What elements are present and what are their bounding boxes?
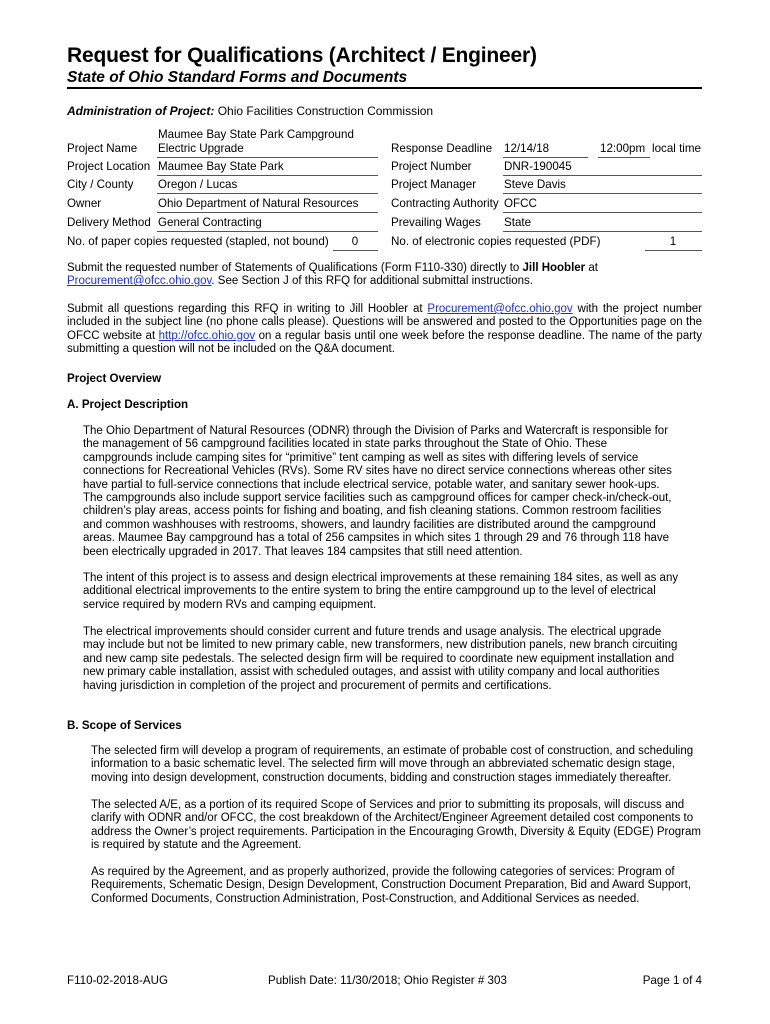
- owner-label: Owner: [67, 197, 102, 210]
- text-line: areas. Maumee Bay campground has a total of 256 campsites in which sites 1 through 29 and 76 through 118 have: [83, 532, 670, 545]
- questions-text-c: on a regular basis until one week before the response deadline. The name of the party submitting a question will not be included on the Q&A document.: [67, 329, 702, 356]
- text-line: The Ohio Department of Natural Resources (ODNR) through the Division of Parks and Watercraft is responsible for: [83, 425, 669, 437]
- project-number-label: Project Number: [391, 160, 472, 173]
- administration-line: [67, 104, 433, 118]
- footer-publish-date: Publish Date: 11/30/2018; Ohio Register # 303: [268, 974, 507, 987]
- administration-label: Administration of Project:: [67, 104, 215, 118]
- delivery-method-underline: [157, 231, 378, 232]
- project-manager-value[interactable]: Steve Davis: [504, 178, 566, 191]
- text-line: The campgrounds also include support service facilities such as campground offices for camper check-in/check-out,: [83, 492, 672, 505]
- project-name-value-line2[interactable]: Electric Upgrade: [158, 142, 244, 155]
- text-line: additional electrical improvements to the entire system to bring the entire campground up to the level of electrical: [83, 585, 656, 598]
- city-county-underline: [157, 193, 378, 194]
- section-a-paragraph-2: [83, 572, 708, 612]
- text-line: have partial to full-service connections that include electrical service, potable water, and sanitary sewer hook-ups.: [83, 478, 660, 491]
- questions-paragraph: [67, 303, 702, 357]
- submit-contact-name: Jill Hoobler: [522, 262, 586, 274]
- text-line: and new camp site pedestals. The selected design firm will be required to coordinate new equipment installation and: [83, 652, 675, 665]
- text-line: service required by modern RVs and camping equipment.: [83, 598, 377, 611]
- section-b-heading: B. Scope of Services: [67, 719, 182, 732]
- text-line: clarify with ODNR and/or OFCC, the cost breakdown of the Architect/Engineer Agreement detailed cost components to: [91, 812, 694, 825]
- project-name-value-line1[interactable]: Maumee Bay State Park Campground: [158, 128, 354, 141]
- administration-value: Ohio Facilities Construction Commission: [217, 104, 434, 118]
- electronic-copies-underline: [645, 250, 702, 251]
- footer-form-id: F110-02-2018-AUG: [67, 974, 168, 987]
- text-line: information to a basic schematic level. The selected firm will move through an abbreviated schematic design stage,: [91, 758, 676, 771]
- footer-page-number: Page 1 of 4: [642, 974, 702, 987]
- page-title: Request for Qualifications (Architect / Engineer): [67, 44, 537, 67]
- project-name-label: Project Name: [67, 142, 138, 155]
- project-overview-heading: Project Overview: [67, 372, 162, 385]
- project-number-value[interactable]: DNR-190045: [504, 160, 572, 173]
- submit-paragraph: [67, 262, 707, 289]
- owner-value[interactable]: Ohio Department of Natural Resources: [158, 197, 359, 210]
- section-a-paragraph-1: [83, 425, 708, 559]
- text-line: the management of 56 campground facilities located in state parks throughout the State of Ohio. These: [83, 438, 607, 451]
- text-line: The intent of this project is to assess and design electrical improvements at these remaining 184 sites, as well as any: [83, 572, 679, 584]
- project-name-underline: [157, 157, 378, 158]
- header-divider: [67, 87, 702, 89]
- project-number-underline: [503, 175, 702, 176]
- text-line: campgrounds include camping sites for “primitive” tent camping as well as sites with differing levels of service: [83, 451, 639, 464]
- owner-underline: [157, 212, 378, 213]
- electronic-copies-label: No. of electronic copies requested (PDF): [391, 235, 601, 248]
- delivery-method-label: Delivery Method: [67, 216, 151, 229]
- submit-text-a: Submit the requested number of Statements of Qualifications (Form F110-330) directly to: [67, 262, 523, 274]
- submit-email-link[interactable]: Procurement@ofcc.ohio.gov: [67, 275, 212, 288]
- text-line: address the Owner’s project requirements. Participation in the Encouraging Growth, Diversity & Equity (EDGE) Program: [91, 825, 701, 838]
- submit-text-c: . See Section J of this RFQ for additional submittal instructions.: [211, 275, 533, 288]
- paper-copies-label: No. of paper copies requested (stapled, not bound): [67, 235, 329, 248]
- text-line: children’s play areas, access points for fishing and boating, and fish cleaning stations. Common restroom facilities: [83, 505, 662, 518]
- prevailing-wages-label: Prevailing Wages: [391, 216, 481, 229]
- response-deadline-time[interactable]: 12:00pm: [600, 142, 646, 155]
- section-a-heading: A. Project Description: [67, 398, 189, 411]
- text-line: The selected firm will develop a program of requirements, an estimate of probable cost of construction, and scheduling: [91, 745, 694, 757]
- contracting-authority-label: Contracting Authority: [391, 197, 499, 210]
- response-deadline-time-underline: [598, 157, 650, 158]
- ofcc-website-link[interactable]: http://ofcc.ohio.gov: [158, 329, 256, 342]
- paper-copies-value[interactable]: 0: [351, 235, 359, 248]
- project-manager-underline: [503, 193, 702, 194]
- text-line: connections for Recreational Vehicles (RVs). Some RV sites have no direct service connections whereas other sites: [83, 465, 672, 478]
- contracting-authority-underline: [503, 212, 702, 213]
- text-line: Conformed Documents, Construction Administration, Post-Construction, and Additional Services as needed.: [91, 892, 640, 905]
- section-b-paragraph-1: [91, 745, 709, 785]
- text-line: is required by statute and the Agreement.: [91, 839, 302, 852]
- text-line: As required by the Agreement, and as properly authorized, provide the following categories of services: Program of: [91, 866, 675, 878]
- response-deadline-date-underline: [503, 157, 588, 158]
- contracting-authority-value[interactable]: OFCC: [504, 197, 537, 210]
- response-deadline-date[interactable]: 12/14/18: [504, 142, 550, 155]
- response-deadline-suffix: local time: [652, 142, 701, 155]
- text-line: moving into design development, construction documents, bidding and construction stages immediately thereafter.: [91, 771, 672, 784]
- section-a-paragraph-3: [83, 626, 708, 693]
- text-line: Requirements, Schematic Design, Design Development, Construction Document Preparation, Bid and Award Support,: [91, 879, 692, 892]
- prevailing-wages-underline: [503, 231, 702, 232]
- project-location-underline: [157, 175, 378, 176]
- prevailing-wages-value[interactable]: State: [504, 216, 532, 229]
- electronic-copies-value[interactable]: 1: [669, 235, 677, 248]
- paper-copies-underline: [333, 250, 378, 251]
- text-line: having jurisdiction in completion of the project and procurement of permits and certifications.: [83, 679, 552, 692]
- questions-text-b: with the project number included in the subject line (no phone calls please). Questions will be answered and posted to the Opportunities page on the OFCC website at: [67, 303, 702, 342]
- questions-text-a: Submit all questions regarding this RFQ in writing to Jill Hoobler at: [67, 303, 428, 315]
- city-county-label: City / County: [67, 178, 134, 191]
- project-location-label: Project Location: [67, 160, 151, 173]
- text-line: may include but not be limited to new primary cable, new transformers, new distribution panels, new branch circuiting: [83, 639, 678, 652]
- text-line: The electrical improvements should consider current and future trends and usage analysis. The electrical upgrade: [83, 626, 662, 638]
- response-deadline-label: Response Deadline: [391, 142, 493, 155]
- page-subtitle: State of Ohio Standard Forms and Documents: [67, 69, 408, 86]
- section-b-paragraph-2: [91, 799, 709, 853]
- project-location-value[interactable]: Maumee Bay State Park: [158, 160, 284, 173]
- submit-text-b: at: [585, 262, 598, 274]
- city-county-value[interactable]: Oregon / Lucas: [158, 178, 238, 191]
- text-line: and common washhouses with restrooms, showers, and laundry facilities are distributed around the campground: [83, 518, 656, 531]
- questions-email-link[interactable]: Procurement@ofcc.ohio.gov: [427, 303, 573, 315]
- text-line: The selected A/E, as a portion of its required Scope of Services and prior to submitting its proposals, will discuss and: [91, 799, 685, 811]
- text-line: new primary cable installation, assist with scheduled outages, and assist with utility company and local authorities: [83, 666, 660, 679]
- project-manager-label: Project Manager: [391, 178, 477, 191]
- section-b-paragraph-3: [91, 866, 709, 906]
- text-line: been electrically upgraded in 2017. That leaves 184 campsites that still need attention.: [83, 545, 523, 558]
- delivery-method-value[interactable]: General Contracting: [158, 216, 262, 229]
